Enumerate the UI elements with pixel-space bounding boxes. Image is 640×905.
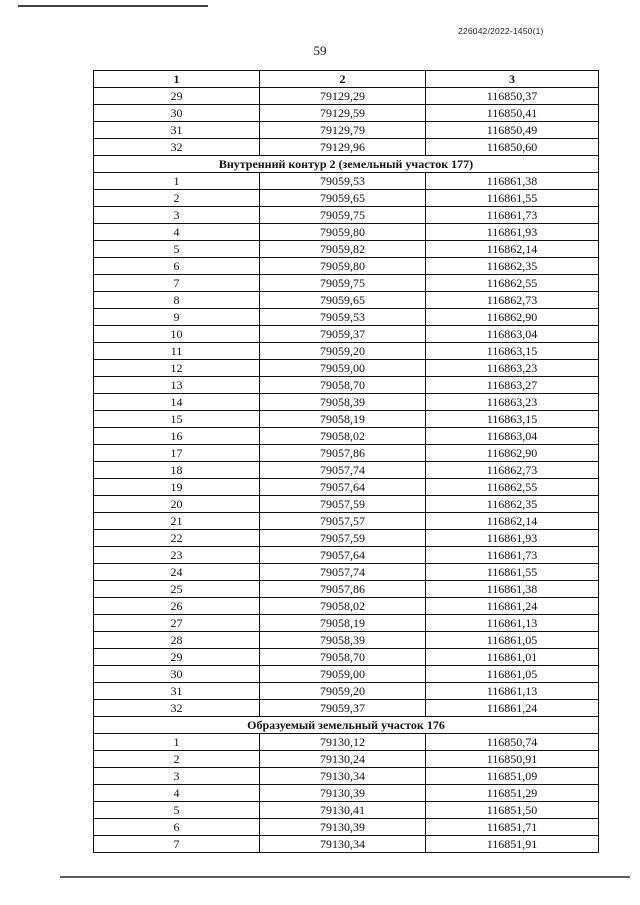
table-row: [94, 207, 599, 224]
coordinate-y: 116851,71: [426, 819, 599, 836]
table-row: [94, 241, 599, 258]
coordinate-y: 116861,13: [426, 683, 599, 700]
table-row: [94, 343, 599, 360]
coordinate-y: 116862,14: [426, 241, 599, 258]
coordinate-y: 116862,73: [426, 462, 599, 479]
coordinate-y: 116861,05: [426, 632, 599, 649]
section-title: Образуемый земельный участок 176: [94, 717, 599, 734]
coordinate-x: 79130,24: [260, 751, 426, 768]
coordinate-y: 116850,60: [426, 139, 599, 156]
table-body: [94, 88, 599, 853]
coordinate-x: 79057,64: [260, 479, 426, 496]
table-row: [94, 836, 599, 853]
point-number: 7: [94, 836, 260, 853]
table-row: [94, 581, 599, 598]
coordinate-x: 79059,53: [260, 309, 426, 326]
coordinate-x: 79057,59: [260, 530, 426, 547]
table-row: [94, 649, 599, 666]
coordinate-x: 79130,39: [260, 819, 426, 836]
table-row: [94, 292, 599, 309]
coordinate-y: 116861,24: [426, 700, 599, 717]
table-row: [94, 360, 599, 377]
point-number: 6: [94, 819, 260, 836]
coordinate-x: 79130,34: [260, 768, 426, 785]
coordinate-x: 79058,70: [260, 377, 426, 394]
coordinate-x: 79059,82: [260, 241, 426, 258]
table-row: [94, 479, 599, 496]
coordinate-x: 79130,12: [260, 734, 426, 751]
table-row: [94, 530, 599, 547]
point-number: 26: [94, 598, 260, 615]
point-number: 15: [94, 411, 260, 428]
point-number: 25: [94, 581, 260, 598]
coordinate-y: 116861,93: [426, 530, 599, 547]
coordinate-y: 116863,15: [426, 411, 599, 428]
point-number: 16: [94, 428, 260, 445]
coordinate-x: 79057,74: [260, 564, 426, 581]
table-row: [94, 377, 599, 394]
table-row: [94, 122, 599, 139]
table-row: [94, 768, 599, 785]
coordinate-y: 116861,05: [426, 666, 599, 683]
table-row: [94, 326, 599, 343]
coordinate-y: 116861,73: [426, 547, 599, 564]
table-row: [94, 513, 599, 530]
point-number: 6: [94, 258, 260, 275]
coordinate-y: 116861,73: [426, 207, 599, 224]
coordinate-x: 79059,20: [260, 683, 426, 700]
point-number: 30: [94, 666, 260, 683]
section-title-row: [94, 717, 599, 734]
coordinate-y: 116850,41: [426, 105, 599, 122]
point-number: 28: [94, 632, 260, 649]
point-number: 5: [94, 241, 260, 258]
point-number: 24: [94, 564, 260, 581]
column-header: 1: [94, 71, 260, 88]
coordinate-y: 116863,15: [426, 343, 599, 360]
point-number: 18: [94, 462, 260, 479]
coordinate-y: 116863,23: [426, 394, 599, 411]
document-id: 226042/2022-1450(1): [458, 26, 544, 36]
point-number: 22: [94, 530, 260, 547]
point-number: 31: [94, 683, 260, 700]
section-title: Внутренний контур 2 (земельный участок 177): [94, 156, 599, 173]
point-number: 21: [94, 513, 260, 530]
point-number: 11: [94, 343, 260, 360]
table-row: [94, 139, 599, 156]
point-number: 31: [94, 122, 260, 139]
coordinate-x: 79059,65: [260, 292, 426, 309]
page-number: 59: [313, 43, 327, 58]
table-row: [94, 819, 599, 836]
coordinate-y: 116861,38: [426, 173, 599, 190]
table-row: [94, 547, 599, 564]
coordinate-x: 79058,02: [260, 598, 426, 615]
coordinate-x: 79059,75: [260, 275, 426, 292]
coordinate-x: 79057,86: [260, 445, 426, 462]
point-number: 14: [94, 394, 260, 411]
table-row: [94, 615, 599, 632]
table-row: [94, 802, 599, 819]
coordinate-y: 116862,90: [426, 445, 599, 462]
coordinate-y: 116851,91: [426, 836, 599, 853]
coordinate-x: 79057,86: [260, 581, 426, 598]
point-number: 2: [94, 751, 260, 768]
coordinate-x: 79130,41: [260, 802, 426, 819]
coordinate-x: 79059,80: [260, 224, 426, 241]
table-row: [94, 88, 599, 105]
coordinate-y: 116861,93: [426, 224, 599, 241]
table-row: [94, 275, 599, 292]
coordinate-y: 116851,29: [426, 785, 599, 802]
coordinate-y: 116862,14: [426, 513, 599, 530]
coordinate-y: 116850,37: [426, 88, 599, 105]
coordinate-y: 116861,24: [426, 598, 599, 615]
coordinate-y: 116862,55: [426, 275, 599, 292]
coordinate-y: 116863,23: [426, 360, 599, 377]
table-row: [94, 598, 599, 615]
table-row: [94, 666, 599, 683]
coordinate-y: 116850,91: [426, 751, 599, 768]
table-row: [94, 190, 599, 207]
point-number: 13: [94, 377, 260, 394]
coordinate-y: 116863,04: [426, 428, 599, 445]
coordinate-y: 116861,38: [426, 581, 599, 598]
coordinate-x: 79057,57: [260, 513, 426, 530]
coordinate-x: 79129,59: [260, 105, 426, 122]
coordinate-x: 79057,59: [260, 496, 426, 513]
coordinate-y: 116862,35: [426, 258, 599, 275]
coordinate-y: 116861,01: [426, 649, 599, 666]
coordinate-y: 116861,55: [426, 190, 599, 207]
table-row: [94, 785, 599, 802]
coordinate-x: 79130,39: [260, 785, 426, 802]
column-header: 3: [426, 71, 599, 88]
point-number: 32: [94, 700, 260, 717]
point-number: 7: [94, 275, 260, 292]
coordinate-x: 79058,39: [260, 632, 426, 649]
point-number: 29: [94, 649, 260, 666]
table-row: [94, 258, 599, 275]
coordinate-x: 79058,02: [260, 428, 426, 445]
point-number: 17: [94, 445, 260, 462]
point-number: 4: [94, 224, 260, 241]
table-row: [94, 734, 599, 751]
point-number: 12: [94, 360, 260, 377]
point-number: 3: [94, 207, 260, 224]
table-row: [94, 564, 599, 581]
coordinate-x: 79057,74: [260, 462, 426, 479]
point-number: 9: [94, 309, 260, 326]
point-number: 23: [94, 547, 260, 564]
section-title-row: [94, 156, 599, 173]
point-number: 8: [94, 292, 260, 309]
coordinate-x: 79059,37: [260, 326, 426, 343]
coordinate-y: 116863,27: [426, 377, 599, 394]
coordinate-y: 116850,49: [426, 122, 599, 139]
coordinate-y: 116862,90: [426, 309, 599, 326]
point-number: 19: [94, 479, 260, 496]
coordinate-x: 79129,96: [260, 139, 426, 156]
point-number: 27: [94, 615, 260, 632]
table-row: [94, 462, 599, 479]
coordinate-x: 79057,64: [260, 547, 426, 564]
table-row: [94, 173, 599, 190]
coordinate-y: 116862,55: [426, 479, 599, 496]
point-number: 3: [94, 768, 260, 785]
coordinate-x: 79059,00: [260, 360, 426, 377]
coordinate-x: 79059,20: [260, 343, 426, 360]
coordinate-x: 79058,19: [260, 411, 426, 428]
coordinate-x: 79130,34: [260, 836, 426, 853]
point-number: 32: [94, 139, 260, 156]
table-row: [94, 700, 599, 717]
table-row: [94, 394, 599, 411]
point-number: 4: [94, 785, 260, 802]
column-header: 2: [260, 71, 426, 88]
coordinate-x: 79059,65: [260, 190, 426, 207]
point-number: 29: [94, 88, 260, 105]
scan-edge-top: [18, 5, 208, 7]
point-number: 30: [94, 105, 260, 122]
coordinate-x: 79129,79: [260, 122, 426, 139]
coordinate-y: 116862,35: [426, 496, 599, 513]
point-number: 1: [94, 173, 260, 190]
coordinate-y: 116863,04: [426, 326, 599, 343]
table-row: [94, 411, 599, 428]
table-row: [94, 224, 599, 241]
point-number: 5: [94, 802, 260, 819]
coordinate-x: 79058,39: [260, 394, 426, 411]
coordinate-x: 79058,19: [260, 615, 426, 632]
point-number: 2: [94, 190, 260, 207]
coordinate-y: 116862,73: [426, 292, 599, 309]
point-number: 10: [94, 326, 260, 343]
coordinate-y: 116861,55: [426, 564, 599, 581]
table-row: [94, 428, 599, 445]
table-row: [94, 309, 599, 326]
coordinate-x: 79059,37: [260, 700, 426, 717]
coordinate-y: 116861,13: [426, 615, 599, 632]
point-number: 1: [94, 734, 260, 751]
point-number: 20: [94, 496, 260, 513]
table-header-row: [94, 71, 599, 88]
coordinate-y: 116851,09: [426, 768, 599, 785]
coordinate-x: 79058,70: [260, 649, 426, 666]
scan-edge-bottom: [60, 876, 630, 878]
coordinate-x: 79059,80: [260, 258, 426, 275]
coordinates-table: [93, 70, 599, 853]
coordinate-y: 116850,74: [426, 734, 599, 751]
coordinate-x: 79059,53: [260, 173, 426, 190]
table-row: [94, 105, 599, 122]
coordinate-x: 79059,00: [260, 666, 426, 683]
table-row: [94, 751, 599, 768]
table-row: [94, 445, 599, 462]
coordinate-y: 116851,50: [426, 802, 599, 819]
table-row: [94, 496, 599, 513]
coordinate-x: 79059,75: [260, 207, 426, 224]
coordinate-x: 79129,29: [260, 88, 426, 105]
table-row: [94, 683, 599, 700]
table-row: [94, 632, 599, 649]
